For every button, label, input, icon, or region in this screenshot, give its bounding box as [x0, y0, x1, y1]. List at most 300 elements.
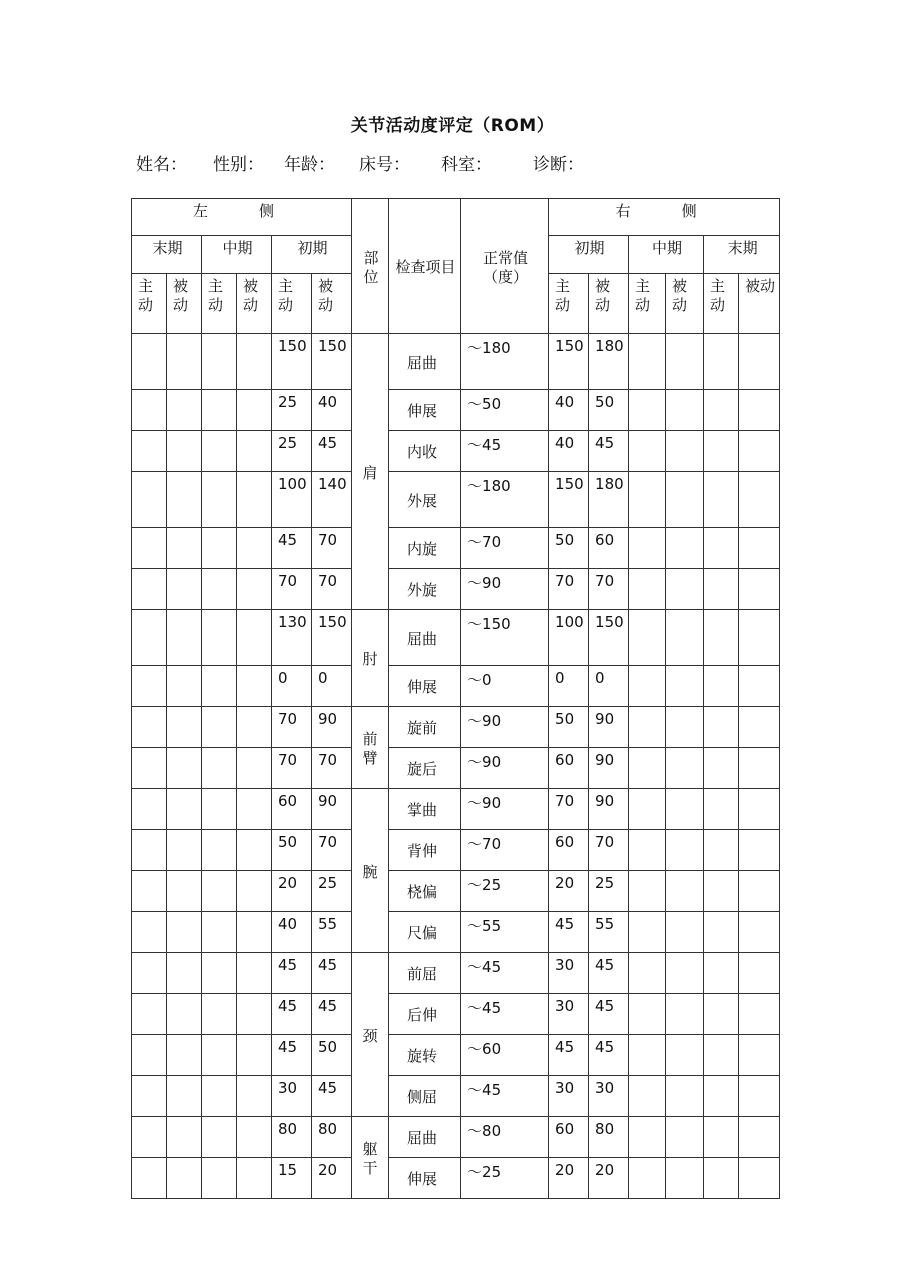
region-cell: 颈: [352, 953, 389, 1117]
left-final-passive-cell[interactable]: [167, 1158, 202, 1199]
left-final-active-cell[interactable]: [132, 1117, 167, 1158]
region-cell: 肩: [352, 334, 389, 610]
right-middle-active-cell[interactable]: [629, 334, 666, 390]
table-row: [132, 390, 780, 431]
left-final-active-cell[interactable]: [132, 610, 167, 666]
left-final-passive-cell[interactable]: [167, 830, 202, 871]
left-period-middle: 中期: [202, 236, 272, 274]
left-middle-active-cell[interactable]: [202, 569, 237, 610]
document-title: 关节活动度评定（ROM）: [350, 116, 555, 136]
normal-value-cell: ～60: [461, 1035, 549, 1076]
right-initial-passive-cell: 45: [589, 953, 629, 994]
right-middle-active-cell[interactable]: [629, 1076, 666, 1117]
left-middle-active-cell[interactable]: [202, 1158, 237, 1199]
right-initial-active-cell: 0: [549, 666, 589, 707]
left-final-active-cell[interactable]: [132, 666, 167, 707]
item-cell: 桡偏: [389, 871, 461, 912]
right-middle-active-cell[interactable]: [629, 1117, 666, 1158]
left-middle-passive-cell[interactable]: [237, 472, 272, 528]
right-middle-passive-cell[interactable]: [666, 390, 704, 431]
right-final-passive-cell[interactable]: [739, 1158, 780, 1199]
normal-value-cell: ～0: [461, 666, 549, 707]
left-final-active-cell[interactable]: [132, 1035, 167, 1076]
right-middle-active-cell[interactable]: [629, 610, 666, 666]
left-final-passive-cell[interactable]: [167, 1035, 202, 1076]
left-period-initial: 初期: [272, 236, 352, 274]
left-final-passive-cell[interactable]: [167, 912, 202, 953]
right-middle-active-cell[interactable]: [629, 1035, 666, 1076]
left-initial-active-cell: 100: [272, 472, 312, 528]
left-initial-passive-cell: 55: [312, 912, 352, 953]
left-middle-active-cell[interactable]: [202, 390, 237, 431]
left-initial-active-cell: 20: [272, 871, 312, 912]
item-cell: 内收: [389, 431, 461, 472]
left-initial-active-cell: 45: [272, 1035, 312, 1076]
right-final-passive-cell[interactable]: [739, 610, 780, 666]
passive-header: 被动: [739, 274, 780, 334]
left-final-active-cell[interactable]: [132, 431, 167, 472]
normal-value-header: 正常值（度）: [461, 199, 549, 334]
right-final-passive-cell[interactable]: [739, 472, 780, 528]
right-final-active-cell[interactable]: [704, 431, 739, 472]
item-cell: 屈曲: [389, 1117, 461, 1158]
right-middle-passive-cell[interactable]: [666, 953, 704, 994]
normal-value-cell: ～90: [461, 569, 549, 610]
right-middle-passive-cell[interactable]: [666, 830, 704, 871]
left-final-passive-cell[interactable]: [167, 528, 202, 569]
left-final-passive-cell[interactable]: [167, 610, 202, 666]
left-middle-passive-cell[interactable]: [237, 953, 272, 994]
left-initial-active-cell: 70: [272, 748, 312, 789]
right-period-initial: 初期: [549, 236, 629, 274]
left-final-active-cell[interactable]: [132, 472, 167, 528]
left-initial-passive-cell: 80: [312, 1117, 352, 1158]
right-initial-active-cell: 50: [549, 707, 589, 748]
table-row: [132, 871, 780, 912]
left-initial-passive-cell: 45: [312, 431, 352, 472]
left-middle-active-cell[interactable]: [202, 610, 237, 666]
table-row: [132, 610, 780, 666]
item-cell: 屈曲: [389, 334, 461, 390]
bed-number-label: 床号：: [359, 155, 410, 175]
left-initial-active-cell: 150: [272, 334, 312, 390]
right-middle-active-cell[interactable]: [629, 1158, 666, 1199]
right-middle-active-cell[interactable]: [629, 528, 666, 569]
left-final-active-cell[interactable]: [132, 390, 167, 431]
region-cell: 肘: [352, 610, 389, 707]
right-final-active-cell[interactable]: [704, 334, 739, 390]
right-final-active-cell[interactable]: [704, 666, 739, 707]
right-final-passive-cell[interactable]: [739, 830, 780, 871]
left-initial-passive-cell: 70: [312, 569, 352, 610]
right-initial-passive-cell: 90: [589, 789, 629, 830]
right-middle-active-cell[interactable]: [629, 994, 666, 1035]
right-final-active-cell[interactable]: [704, 912, 739, 953]
right-final-passive-cell[interactable]: [739, 871, 780, 912]
right-middle-active-cell[interactable]: [629, 569, 666, 610]
right-middle-passive-cell[interactable]: [666, 610, 704, 666]
left-middle-active-cell[interactable]: [202, 707, 237, 748]
left-final-passive-cell[interactable]: [167, 994, 202, 1035]
left-side-header: 左 侧: [132, 199, 352, 236]
right-middle-active-cell[interactable]: [629, 390, 666, 431]
left-final-active-cell[interactable]: [132, 912, 167, 953]
left-final-active-cell[interactable]: [132, 528, 167, 569]
right-initial-passive-cell: 0: [589, 666, 629, 707]
active-header: 主动: [549, 274, 589, 334]
item-cell: 外旋: [389, 569, 461, 610]
table-row: [132, 748, 780, 789]
right-final-active-cell[interactable]: [704, 1158, 739, 1199]
right-initial-active-cell: 40: [549, 431, 589, 472]
item-cell: 前屈: [389, 953, 461, 994]
passive-header: 被动: [666, 274, 704, 334]
department-label: 科室：: [441, 155, 492, 175]
left-middle-passive-cell[interactable]: [237, 569, 272, 610]
right-initial-active-cell: 100: [549, 610, 589, 666]
right-initial-passive-cell: 70: [589, 569, 629, 610]
right-middle-passive-cell[interactable]: [666, 666, 704, 707]
left-middle-active-cell[interactable]: [202, 666, 237, 707]
right-middle-active-cell[interactable]: [629, 871, 666, 912]
right-initial-passive-cell: 25: [589, 871, 629, 912]
left-final-passive-cell[interactable]: [167, 871, 202, 912]
passive-header: 被动: [167, 274, 202, 334]
normal-value-cell: ～45: [461, 994, 549, 1035]
right-final-active-cell[interactable]: [704, 1076, 739, 1117]
right-initial-active-cell: 30: [549, 1076, 589, 1117]
right-final-active-cell[interactable]: [704, 871, 739, 912]
item-cell: 外展: [389, 472, 461, 528]
right-initial-passive-cell: 180: [589, 334, 629, 390]
right-final-passive-cell[interactable]: [739, 528, 780, 569]
active-header: 主动: [629, 274, 666, 334]
right-initial-active-cell: 60: [549, 748, 589, 789]
table-row: [132, 1076, 780, 1117]
passive-header: 被动: [589, 274, 629, 334]
right-initial-passive-cell: 50: [589, 390, 629, 431]
left-final-passive-cell[interactable]: [167, 472, 202, 528]
right-middle-passive-cell[interactable]: [666, 994, 704, 1035]
right-middle-active-cell[interactable]: [629, 953, 666, 994]
right-middle-passive-cell[interactable]: [666, 431, 704, 472]
right-final-passive-cell[interactable]: [739, 390, 780, 431]
table-row: [132, 528, 780, 569]
left-middle-passive-cell[interactable]: [237, 912, 272, 953]
right-period-final: 末期: [704, 236, 780, 274]
left-final-passive-cell[interactable]: [167, 666, 202, 707]
left-final-active-cell[interactable]: [132, 994, 167, 1035]
right-initial-active-cell: 150: [549, 472, 589, 528]
normal-value-cell: ～25: [461, 871, 549, 912]
right-middle-passive-cell[interactable]: [666, 707, 704, 748]
right-final-active-cell[interactable]: [704, 1035, 739, 1076]
right-middle-active-cell[interactable]: [629, 431, 666, 472]
right-middle-passive-cell[interactable]: [666, 1035, 704, 1076]
left-period-final: 末期: [132, 236, 202, 274]
left-initial-passive-cell: 90: [312, 707, 352, 748]
left-initial-passive-cell: 150: [312, 334, 352, 390]
left-initial-active-cell: 25: [272, 390, 312, 431]
right-initial-passive-cell: 45: [589, 431, 629, 472]
left-final-passive-cell[interactable]: [167, 390, 202, 431]
left-initial-active-cell: 40: [272, 912, 312, 953]
normal-value-cell: ～90: [461, 748, 549, 789]
left-initial-passive-cell: 45: [312, 953, 352, 994]
right-middle-active-cell[interactable]: [629, 707, 666, 748]
left-initial-active-cell: 45: [272, 528, 312, 569]
normal-value-cell: ～25: [461, 1158, 549, 1199]
left-middle-active-cell[interactable]: [202, 431, 237, 472]
right-initial-active-cell: 30: [549, 953, 589, 994]
right-final-active-cell[interactable]: [704, 528, 739, 569]
left-final-active-cell[interactable]: [132, 1158, 167, 1199]
right-middle-passive-cell[interactable]: [666, 789, 704, 830]
active-header: 主动: [704, 274, 739, 334]
right-final-active-cell[interactable]: [704, 994, 739, 1035]
left-final-passive-cell[interactable]: [167, 431, 202, 472]
right-initial-active-cell: 20: [549, 871, 589, 912]
left-middle-passive-cell[interactable]: [237, 1076, 272, 1117]
right-middle-active-cell[interactable]: [629, 830, 666, 871]
normal-value-cell: ～45: [461, 431, 549, 472]
left-middle-passive-cell[interactable]: [237, 707, 272, 748]
left-initial-passive-cell: 70: [312, 528, 352, 569]
left-initial-active-cell: 60: [272, 789, 312, 830]
item-cell: 内旋: [389, 528, 461, 569]
right-initial-active-cell: 45: [549, 912, 589, 953]
right-initial-active-cell: 45: [549, 1035, 589, 1076]
right-final-active-cell[interactable]: [704, 569, 739, 610]
right-middle-active-cell[interactable]: [629, 789, 666, 830]
normal-value-cell: ～80: [461, 1117, 549, 1158]
right-middle-active-cell[interactable]: [629, 912, 666, 953]
left-initial-passive-cell: 140: [312, 472, 352, 528]
left-initial-passive-cell: 20: [312, 1158, 352, 1199]
right-initial-active-cell: 20: [549, 1158, 589, 1199]
right-middle-active-cell[interactable]: [629, 748, 666, 789]
left-final-active-cell[interactable]: [132, 569, 167, 610]
right-middle-passive-cell[interactable]: [666, 1158, 704, 1199]
normal-value-cell: ～45: [461, 1076, 549, 1117]
left-middle-active-cell[interactable]: [202, 912, 237, 953]
right-initial-passive-cell: 80: [589, 1117, 629, 1158]
left-middle-active-cell[interactable]: [202, 1117, 237, 1158]
left-middle-active-cell[interactable]: [202, 789, 237, 830]
right-final-passive-cell[interactable]: [739, 1035, 780, 1076]
right-final-active-cell[interactable]: [704, 830, 739, 871]
right-middle-passive-cell[interactable]: [666, 1117, 704, 1158]
left-final-active-cell[interactable]: [132, 953, 167, 994]
right-initial-passive-cell: 45: [589, 1035, 629, 1076]
right-initial-passive-cell: 180: [589, 472, 629, 528]
table-row: [132, 912, 780, 953]
rom-table: [131, 198, 780, 1199]
table-row: [132, 472, 780, 528]
left-final-active-cell[interactable]: [132, 748, 167, 789]
left-middle-passive-cell[interactable]: [237, 789, 272, 830]
left-initial-active-cell: 30: [272, 1076, 312, 1117]
left-initial-passive-cell: 45: [312, 1076, 352, 1117]
right-initial-passive-cell: 20: [589, 1158, 629, 1199]
item-cell: 旋后: [389, 748, 461, 789]
left-middle-passive-cell[interactable]: [237, 334, 272, 390]
left-middle-passive-cell[interactable]: [237, 431, 272, 472]
left-initial-active-cell: 70: [272, 569, 312, 610]
left-final-passive-cell[interactable]: [167, 953, 202, 994]
right-initial-active-cell: 40: [549, 390, 589, 431]
left-final-passive-cell[interactable]: [167, 569, 202, 610]
left-final-passive-cell[interactable]: [167, 748, 202, 789]
left-initial-active-cell: 25: [272, 431, 312, 472]
left-initial-passive-cell: 0: [312, 666, 352, 707]
left-middle-passive-cell[interactable]: [237, 830, 272, 871]
right-middle-passive-cell[interactable]: [666, 569, 704, 610]
right-middle-passive-cell[interactable]: [666, 1076, 704, 1117]
left-middle-passive-cell[interactable]: [237, 1035, 272, 1076]
item-cell: 背伸: [389, 830, 461, 871]
right-period-middle: 中期: [629, 236, 704, 274]
right-initial-passive-cell: 45: [589, 994, 629, 1035]
right-initial-active-cell: 70: [549, 789, 589, 830]
left-final-active-cell[interactable]: [132, 789, 167, 830]
left-final-active-cell[interactable]: [132, 830, 167, 871]
right-middle-passive-cell[interactable]: [666, 871, 704, 912]
active-header: 主动: [132, 274, 167, 334]
right-final-passive-cell[interactable]: [739, 1076, 780, 1117]
right-middle-passive-cell[interactable]: [666, 472, 704, 528]
right-side-header: 右 侧: [549, 199, 780, 236]
left-final-passive-cell[interactable]: [167, 1076, 202, 1117]
right-initial-passive-cell: 70: [589, 830, 629, 871]
age-label: 年龄：: [284, 155, 335, 175]
normal-value-cell: ～90: [461, 707, 549, 748]
left-middle-passive-cell[interactable]: [237, 610, 272, 666]
left-initial-passive-cell: 70: [312, 748, 352, 789]
left-middle-active-cell[interactable]: [202, 472, 237, 528]
right-final-active-cell[interactable]: [704, 472, 739, 528]
left-final-passive-cell[interactable]: [167, 334, 202, 390]
left-middle-passive-cell[interactable]: [237, 528, 272, 569]
region-header: 部位: [352, 199, 389, 334]
item-cell: 侧屈: [389, 1076, 461, 1117]
left-initial-passive-cell: 50: [312, 1035, 352, 1076]
right-final-passive-cell[interactable]: [739, 748, 780, 789]
item-cell: 屈曲: [389, 610, 461, 666]
left-middle-active-cell[interactable]: [202, 334, 237, 390]
left-final-passive-cell[interactable]: [167, 707, 202, 748]
left-middle-passive-cell[interactable]: [237, 390, 272, 431]
left-middle-active-cell[interactable]: [202, 830, 237, 871]
right-final-passive-cell[interactable]: [739, 431, 780, 472]
right-middle-passive-cell[interactable]: [666, 528, 704, 569]
left-initial-active-cell: 80: [272, 1117, 312, 1158]
item-cell: 伸展: [389, 666, 461, 707]
table-row: [132, 1158, 780, 1199]
normal-value-cell: ～90: [461, 789, 549, 830]
right-middle-passive-cell[interactable]: [666, 748, 704, 789]
left-middle-active-cell[interactable]: [202, 1035, 237, 1076]
active-header: 主动: [202, 274, 237, 334]
right-middle-passive-cell[interactable]: [666, 912, 704, 953]
left-final-active-cell[interactable]: [132, 871, 167, 912]
normal-value-cell: ～180: [461, 472, 549, 528]
left-middle-passive-cell[interactable]: [237, 748, 272, 789]
item-cell: 旋前: [389, 707, 461, 748]
left-middle-passive-cell[interactable]: [237, 1117, 272, 1158]
right-middle-active-cell[interactable]: [629, 472, 666, 528]
region-cell: 躯干: [352, 1117, 389, 1199]
right-final-passive-cell[interactable]: [739, 953, 780, 994]
right-final-active-cell[interactable]: [704, 390, 739, 431]
right-final-active-cell[interactable]: [704, 707, 739, 748]
left-initial-active-cell: 50: [272, 830, 312, 871]
left-final-passive-cell[interactable]: [167, 789, 202, 830]
right-final-active-cell[interactable]: [704, 748, 739, 789]
right-initial-passive-cell: 60: [589, 528, 629, 569]
right-initial-active-cell: 50: [549, 528, 589, 569]
left-middle-active-cell[interactable]: [202, 528, 237, 569]
left-final-active-cell[interactable]: [132, 707, 167, 748]
left-initial-active-cell: 45: [272, 953, 312, 994]
right-initial-active-cell: 150: [549, 334, 589, 390]
right-final-passive-cell[interactable]: [739, 707, 780, 748]
table-row: [132, 569, 780, 610]
right-middle-active-cell[interactable]: [629, 666, 666, 707]
right-final-active-cell[interactable]: [704, 1117, 739, 1158]
item-cell: 掌曲: [389, 789, 461, 830]
right-final-passive-cell[interactable]: [739, 569, 780, 610]
normal-value-cell: ～45: [461, 953, 549, 994]
right-final-passive-cell[interactable]: [739, 1117, 780, 1158]
left-middle-active-cell[interactable]: [202, 871, 237, 912]
normal-value-cell: ～180: [461, 334, 549, 390]
left-middle-active-cell[interactable]: [202, 748, 237, 789]
normal-value-cell: ～150: [461, 610, 549, 666]
table-row: [132, 953, 780, 994]
right-final-passive-cell[interactable]: [739, 912, 780, 953]
left-final-active-cell[interactable]: [132, 334, 167, 390]
left-middle-active-cell[interactable]: [202, 1076, 237, 1117]
active-header: 主动: [272, 274, 312, 334]
left-middle-active-cell[interactable]: [202, 953, 237, 994]
item-cell: 尺偏: [389, 912, 461, 953]
left-final-passive-cell[interactable]: [167, 1117, 202, 1158]
right-final-active-cell[interactable]: [704, 953, 739, 994]
left-middle-passive-cell[interactable]: [237, 871, 272, 912]
left-final-active-cell[interactable]: [132, 1076, 167, 1117]
passive-header: 被动: [312, 274, 352, 334]
right-final-passive-cell[interactable]: [739, 334, 780, 390]
right-final-active-cell[interactable]: [704, 610, 739, 666]
right-final-passive-cell[interactable]: [739, 994, 780, 1035]
item-cell: 后伸: [389, 994, 461, 1035]
right-middle-passive-cell[interactable]: [666, 334, 704, 390]
normal-value-cell: ～50: [461, 390, 549, 431]
left-middle-passive-cell[interactable]: [237, 666, 272, 707]
right-initial-passive-cell: 150: [589, 610, 629, 666]
left-middle-active-cell[interactable]: [202, 994, 237, 1035]
left-initial-active-cell: 15: [272, 1158, 312, 1199]
right-initial-active-cell: 60: [549, 830, 589, 871]
left-middle-passive-cell[interactable]: [237, 994, 272, 1035]
gender-label: 性别：: [213, 155, 264, 175]
right-final-passive-cell[interactable]: [739, 666, 780, 707]
left-middle-passive-cell[interactable]: [237, 1158, 272, 1199]
table-row: [132, 707, 780, 748]
right-final-passive-cell[interactable]: [739, 789, 780, 830]
right-final-active-cell[interactable]: [704, 789, 739, 830]
